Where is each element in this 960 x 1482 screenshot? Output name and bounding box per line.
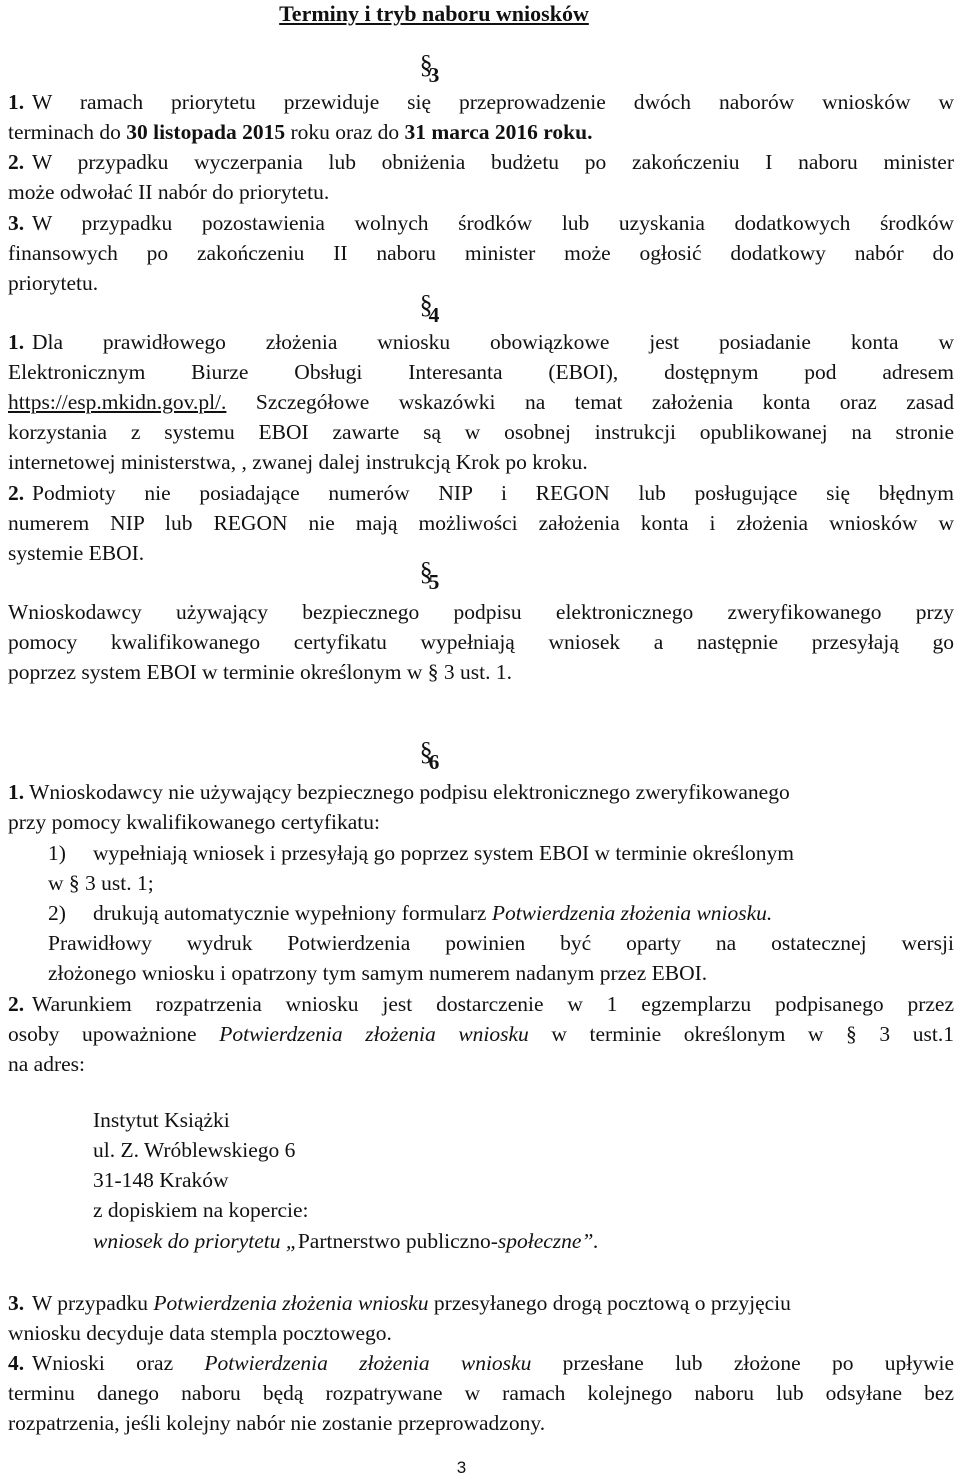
s4-p2-line1: 2. Podmioty nie posiadające numerów NIP i REGON lub posługujące się błędnym bbox=[8, 481, 954, 505]
s6-p4-line2: terminu danego naboru będą rozpatrywane w ramach kolejnego naboru lub odsyłane bez bbox=[8, 1381, 954, 1405]
s6-p2-line3: na adres: bbox=[8, 1052, 86, 1076]
s4-p1-line4: korzystania z systemu EBOI zawarte są w osobnej instrukcji opublikowanej na stronie bbox=[8, 420, 954, 444]
s5-line3: poprzez system EBOI w terminie określonym w § 3 ust. 1. bbox=[8, 660, 512, 684]
section-4-heading: § 4 bbox=[0, 300, 868, 330]
s4-p1-line1: 1. Dla prawidłowego złożenia wniosku obowiązkowe jest posiadanie konta w bbox=[8, 330, 954, 354]
s6-item1-line1: 1) wypełniają wniosek i przesyłają go poprzez system EBOI w terminie określonym bbox=[48, 841, 794, 865]
s4-p1-line5: internetowej ministerstwa, , zwanej dalej instrukcją Krok po kroku. bbox=[8, 450, 588, 474]
s3-p3-line2: finansowych po zakończeniu II naboru minister może ogłosić dodatkowy nabór do bbox=[8, 241, 954, 265]
s3-p3-line1: 3. W przypadku pozostawienia wolnych środków lub uzyskania dodatkowych środków bbox=[8, 211, 954, 235]
s3-p1-line2: terminach do 30 listopada 2015 roku oraz do 31 marca 2016 roku. bbox=[8, 120, 593, 144]
s6-item1-line2: w § 3 ust. 1; bbox=[48, 871, 154, 895]
s3-p2-line1: 2. W przypadku wyczerpania lub obniżenia budżetu po zakończeniu I naboru minister bbox=[8, 150, 954, 174]
page-title: Terminy i tryb naboru wniosków bbox=[279, 1, 589, 26]
s4-p2-line3: systemie EBOI. bbox=[8, 541, 145, 565]
address-city: 31-148 Kraków bbox=[93, 1168, 229, 1192]
s6-p2-line2: osoby upoważnione Potwierdzenia złożenia wniosku w terminie określonym w § 3 ust.1 bbox=[8, 1022, 954, 1046]
section-6-heading: § 6 bbox=[0, 747, 868, 777]
s6-item2-line2: Prawidłowy wydruk Potwierdzenia powinien być oparty na ostatecznej wersji bbox=[48, 931, 954, 955]
s6-p4-line3: rozpatrzenia, jeśli kolejny nabór nie zostanie przeprowadzony. bbox=[8, 1411, 546, 1435]
page-number: 3 bbox=[456, 1458, 467, 1477]
address-institution: Instytut Książki bbox=[93, 1108, 230, 1132]
address-envelope-text: wniosek do priorytetu „Partnerstwo publiczno-społeczne”. bbox=[93, 1229, 599, 1253]
s6-p1-line2: przy pomocy kwalifikowanego certyfikatu: bbox=[8, 810, 380, 834]
s6-p3-line2: wniosku decyduje data stempla pocztowego. bbox=[8, 1321, 392, 1345]
s3-p3-line3: priorytetu. bbox=[8, 271, 99, 295]
address-street: ul. Z. Wróblewskiego 6 bbox=[93, 1138, 296, 1162]
s4-p1-line2: Elektronicznym Biurze Obsługi Interesanta (EBOI), dostępnym pod adresem bbox=[8, 360, 954, 384]
s6-p4-line1: 4. Wnioski oraz Potwierdzenia złożenia wniosku przesłane lub złożone po upływie bbox=[8, 1351, 954, 1375]
eboi-link[interactable]: https://esp.mkidn.gov.pl/. bbox=[8, 390, 227, 414]
s3-p1-line1: 1. W ramach priorytetu przewiduje się przeprowadzenie dwóch naborów wniosków w bbox=[8, 90, 954, 114]
address-note: z dopiskiem na kopercie: bbox=[93, 1198, 309, 1222]
s5-line2: pomocy kwalifikowanego certyfikatu wypełniają wniosek a następnie przesyłają go bbox=[8, 630, 954, 654]
s6-p1-line1: 1. Wnioskodawcy nie używający bezpiecznego podpisu elektronicznego zweryfikowanego bbox=[8, 780, 790, 804]
section-5-heading: § 5 bbox=[0, 567, 868, 597]
s6-item2-line1: 2) drukują automatycznie wypełniony formularz Potwierdzenia złożenia wniosku. bbox=[48, 901, 773, 925]
s6-item2-line3: złożonego wniosku i opatrzony tym samym numerem nadanym przez EBOI. bbox=[48, 961, 708, 985]
s3-p2-line2: może odwołać II nabór do priorytetu. bbox=[8, 180, 330, 204]
s4-p2-line2: numerem NIP lub REGON nie mają możliwości założenia konta i złożenia wniosków w bbox=[8, 511, 954, 535]
s5-line1: Wnioskodawcy używający bezpiecznego podpisu elektronicznego zweryfikowanego przy bbox=[8, 600, 954, 624]
s6-p2-line1: 2. Warunkiem rozpatrzenia wniosku jest dostarczenie w 1 egzemplarzu podpisanego przez bbox=[8, 992, 954, 1016]
s6-p3-line1: 3. W przypadku Potwierdzenia złożenia wniosku przesyłanego drogą pocztową o przyjęciu bbox=[8, 1291, 791, 1315]
s4-p1-line3: https://esp.mkidn.gov.pl/. Szczegółowe wskazówki na temat założenia konta oraz zasad bbox=[8, 390, 954, 414]
section-3-heading: § 3 bbox=[0, 60, 868, 90]
